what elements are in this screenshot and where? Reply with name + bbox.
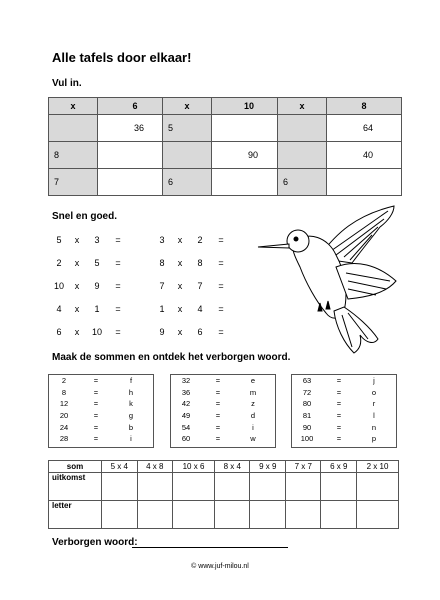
table-cell: 5 — [163, 115, 212, 142]
table-cell: 6 — [278, 169, 327, 196]
section-heading-sommen: Maak de sommen en ontdek het verborgen woord. — [52, 352, 291, 363]
table-cell — [278, 142, 327, 169]
list-item: 72 = o — [302, 387, 377, 397]
code-table-3 — [291, 374, 397, 448]
list-item: 9 x 6 = — [159, 327, 224, 337]
hidden-word-label: Verborgen woord: — [52, 537, 138, 548]
exercise-list-right — [155, 235, 233, 350]
table-cell[interactable] — [327, 169, 402, 196]
list-item: 63 = j — [302, 376, 375, 385]
code-table-1 — [48, 374, 154, 448]
list-item: 8 = h — [61, 387, 134, 397]
table-cell[interactable] — [212, 169, 287, 196]
page-title: Alle tafels door elkaar! — [52, 50, 192, 65]
list-item: 1 x 4 = — [159, 304, 224, 314]
letter-cell[interactable] — [137, 501, 173, 529]
list-item: 100 = p — [300, 434, 377, 444]
list-item: 80 = r — [302, 399, 376, 409]
list-item: 32 = e — [181, 376, 256, 385]
multiplication-table-6: x 6 36 8 7 — [48, 97, 173, 196]
answer-cell[interactable] — [102, 473, 138, 501]
table-cell[interactable]: 64 — [327, 115, 402, 142]
table-cell: 6 — [163, 169, 212, 196]
list-item: 24 = b — [59, 422, 134, 432]
section-heading-vul-in: Vul in. — [52, 78, 82, 89]
letter-cell[interactable] — [250, 501, 286, 529]
table-cell — [49, 115, 98, 142]
letter-cell[interactable] — [321, 501, 357, 529]
list-item: 2 x 5 = — [56, 258, 121, 268]
answer-cell[interactable] — [356, 473, 398, 501]
list-item: 42 = z — [181, 399, 255, 409]
list-item: 4 x 1 = — [56, 304, 121, 314]
list-item: 5 x 3 = — [56, 235, 121, 245]
answer-cell[interactable] — [214, 473, 250, 501]
multiplication-table-8: x 8 64 40 6 — [277, 97, 402, 196]
hidden-word-line[interactable] — [132, 547, 288, 548]
list-item: 7 x 7 = — [159, 281, 224, 291]
list-item: 81 = l — [302, 411, 375, 421]
section-heading-snel: Snel en goed. — [52, 211, 118, 222]
answer-cell[interactable] — [250, 473, 286, 501]
exercise-list-left — [52, 235, 130, 350]
letter-cell[interactable] — [214, 501, 250, 529]
answer-cell[interactable] — [137, 473, 173, 501]
list-item: 20 = g — [59, 411, 134, 421]
list-item: 6 x 10 = — [56, 327, 121, 337]
table-cell — [163, 142, 212, 169]
list-item: 8 x 8 = — [159, 258, 224, 268]
letter-cell[interactable] — [285, 501, 321, 529]
list-item: 60 = w — [181, 434, 256, 444]
list-item: 90 = n — [302, 422, 377, 432]
answer-table: som 5 x 4 4 x 8 10 x 6 8 x 4 9 x 9 7 x 7 6 x 9 2 x 10 uitkomst letter — [48, 460, 399, 529]
list-item: 10 x 9 = — [53, 281, 121, 291]
footer-credit: © www.juf-milou.nl — [191, 563, 249, 570]
letter-cell[interactable] — [356, 501, 398, 529]
table-cell: 7 — [49, 169, 98, 196]
table-cell[interactable] — [212, 115, 287, 142]
list-item: 36 = m — [181, 387, 257, 397]
code-table-2 — [170, 374, 276, 448]
answer-cell[interactable] — [285, 473, 321, 501]
answer-cell[interactable] — [321, 473, 357, 501]
answer-cell[interactable] — [173, 473, 215, 501]
table-cell — [278, 115, 327, 142]
table-cell: 8 — [49, 142, 98, 169]
letter-cell[interactable] — [102, 501, 138, 529]
table-cell[interactable]: 36 — [98, 115, 173, 142]
list-item: 49 = d — [181, 411, 256, 421]
list-item: 54 = i — [181, 422, 254, 432]
bird-illustration — [256, 203, 406, 358]
list-item: 2 = f — [61, 376, 133, 385]
list-item: 28 = i — [59, 434, 132, 444]
list-item: 3 x 2 = — [159, 235, 224, 245]
multiplication-table-10: x 10 5 90 6 — [162, 97, 287, 196]
table-cell[interactable]: 40 — [327, 142, 402, 169]
letter-cell[interactable] — [173, 501, 215, 529]
list-item: 12 = k — [59, 399, 133, 409]
table-cell[interactable]: 90 — [212, 142, 287, 169]
